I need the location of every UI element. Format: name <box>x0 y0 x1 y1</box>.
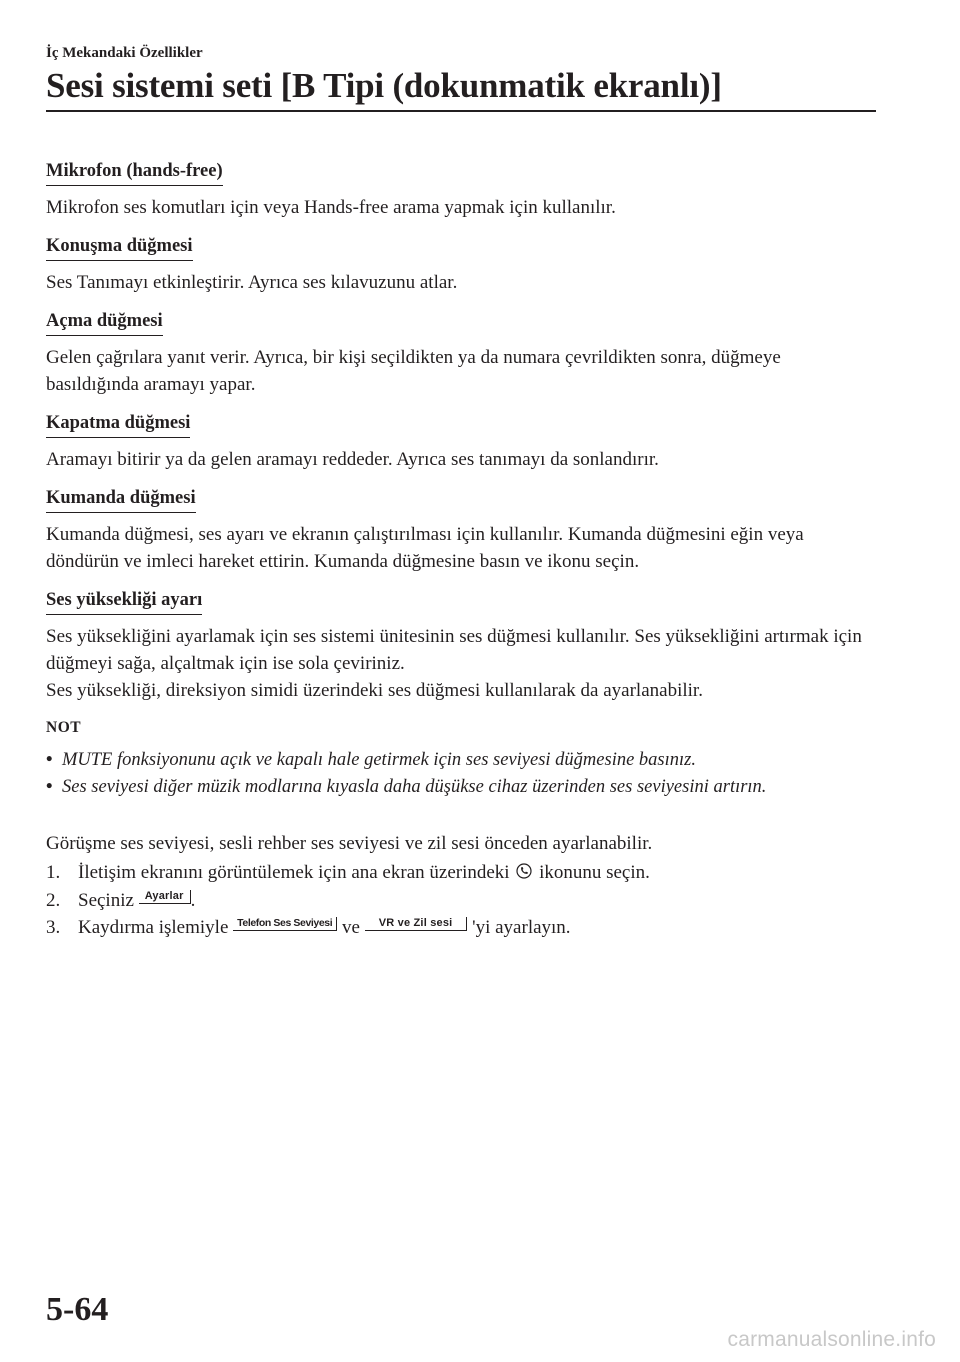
section-kapatma-dugmesi <box>46 412 876 473</box>
page-number: 5-64 <box>46 1291 109 1328</box>
section-heading: Açma düğmesi <box>46 310 163 336</box>
note-list <box>46 748 876 800</box>
watermark: carmanualsonline.info <box>727 1328 936 1351</box>
section-body: Aramayı bitirir ya da gelen aramayı reddeder. Ayrıca ses tanımayı da sonlandırır. <box>46 449 659 470</box>
ayarlar-button: Ayarlar <box>139 890 191 904</box>
note-label: NOT <box>46 719 82 736</box>
section-heading: Kapatma düğmesi <box>46 412 190 438</box>
section-body: Mikrofon ses komutları için veya Hands-free arama yapmak için kullanılır. <box>46 197 616 218</box>
section-ses-yuksekligi <box>46 589 876 704</box>
section-body: Ses yüksekliğini ayarlamak için ses sistemi ünitesinin ses düğmesi kullanılır. Ses yüksekliğini artırmak için düğmeyi sağa, alçaltmak için ise sola çeviriniz. <box>46 626 862 674</box>
chapter-subtitle: İç Mekandaki Özellikler <box>46 45 203 61</box>
page-header <box>46 44 876 108</box>
section-body: Kumanda düğmesi, ses ayarı ve ekranın çalıştırılması için kullanılır. Kumanda düğmesini eğin veya döndürün ve imleci hareket ettirin. Kumanda düğmesine basın ve ikonu seçin. <box>46 524 804 572</box>
step-text: Seçiniz <box>78 889 134 911</box>
section-mikrofon <box>46 160 876 221</box>
vr-ve-zil-sesi-button: VR ve Zil sesi <box>365 917 468 931</box>
section-heading: Mikrofon (hands-free) <box>46 160 223 186</box>
section-konusma-dugmesi <box>46 235 876 296</box>
header-divider <box>46 110 876 112</box>
volume-paragraph: Görüşme ses seviyesi, sesli rehber ses seviyesi ve zil sesi önceden ayarlanabilir. <box>46 833 653 854</box>
step-text: İletişim ekranını görüntülemek için ana ekran üzerindeki <box>78 862 510 883</box>
phone-icon <box>516 863 532 879</box>
step-text: Kaydırma işlemiyle <box>78 917 229 938</box>
step-number: 1. <box>46 862 61 883</box>
step-number: 3. <box>46 917 61 938</box>
step-item <box>46 859 876 887</box>
step-text-mid: ve <box>342 917 360 938</box>
note-text: Ses seviyesi diğer müzik modlarına kıyasla daha düşükse cihaz üzerinden ses seviyesini artırın. <box>62 777 767 797</box>
page-title: Sesi sistemi seti [B Tipi (dokunmatik ekranlı)] <box>46 66 722 105</box>
step-text-after: . <box>190 889 196 911</box>
section-body-extra: Ses yüksekliği, direksiyon simidi üzerindeki ses düğmesi kullanılarak da ayarlanabilir. <box>46 680 703 701</box>
section-acma-dugmesi <box>46 310 876 398</box>
step-number: 2. <box>46 889 61 911</box>
note-item <box>46 748 876 773</box>
section-body: Gelen çağrılara yanıt verir. Ayrıca, bir kişi seçildikten ya da numara çevrildikten sonra, düğmeye basıldığında aramayı yapar. <box>46 347 781 395</box>
note-item <box>46 775 876 800</box>
section-heading: Kumanda düğmesi <box>46 487 196 513</box>
step-text-after: ikonunu seçin. <box>539 862 650 883</box>
section-kumanda-dugmesi <box>46 487 876 575</box>
bullet-icon: • <box>46 750 53 770</box>
main-content <box>46 160 876 942</box>
step-item <box>46 914 876 942</box>
section-body: Ses Tanımayı etkinleştirir. Ayrıca ses kılavuzunu atlar. <box>46 272 458 293</box>
section-heading: Konuşma düğmesi <box>46 235 193 261</box>
section-heading: Ses yüksekliği ayarı <box>46 589 202 615</box>
bullet-icon: • <box>46 777 53 797</box>
steps-list <box>46 859 876 942</box>
telefon-ses-seviyesi-button: Telefon Ses Seviyesi <box>233 917 337 931</box>
step-text-after: 'yi ayarlayın. <box>472 917 571 938</box>
step-item <box>46 887 876 915</box>
note-text: MUTE fonksiyonunu açık ve kapalı hale getirmek için ses seviyesi düğmesine basınız. <box>62 750 696 770</box>
